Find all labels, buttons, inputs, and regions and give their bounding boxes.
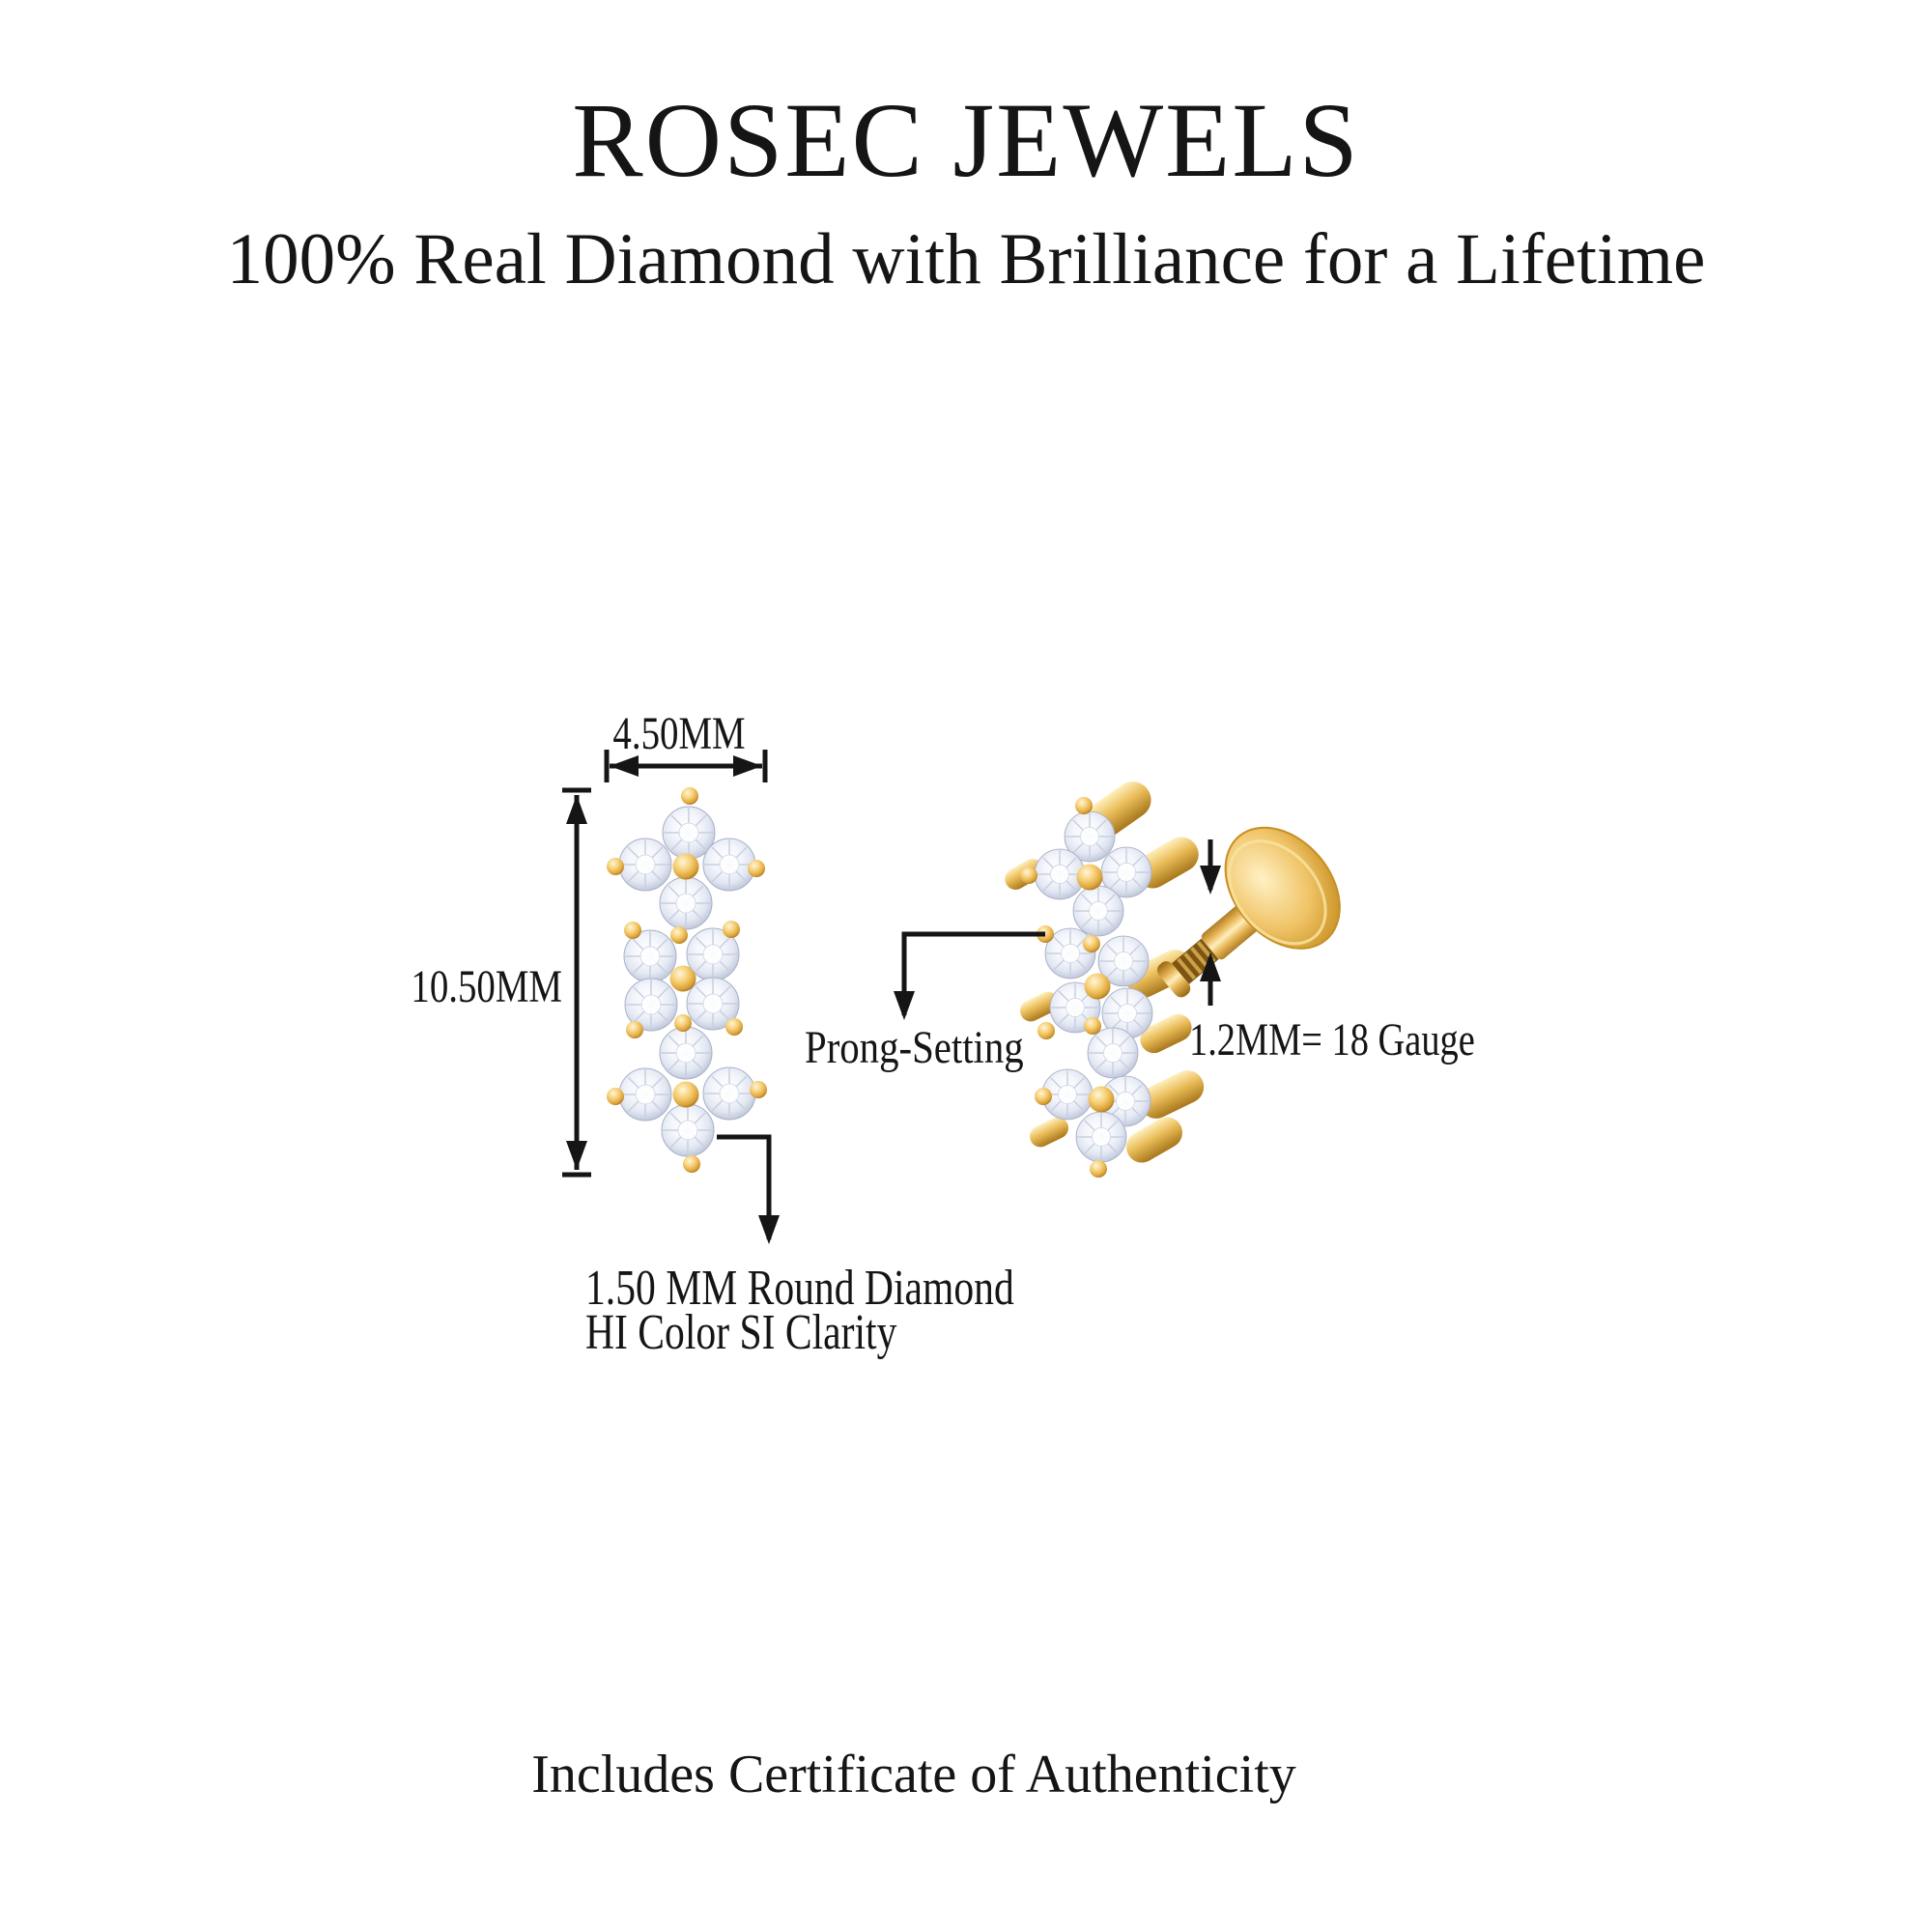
height-dimension-label: 10.50MM xyxy=(411,961,562,1012)
stone-note-line2: HI Color SI Clarity xyxy=(585,1305,897,1360)
earring-front-view xyxy=(607,787,767,1173)
stone-specification-note xyxy=(585,1261,1014,1360)
height-dimension-line xyxy=(562,790,591,1175)
stone-callout-line xyxy=(717,1137,769,1239)
tagline: 100% Real Diamond with Brilliance for a Lifetime xyxy=(226,219,1706,299)
gauge-label: 1.2MM= 18 Gauge xyxy=(1189,1014,1475,1065)
labret-post xyxy=(1123,806,1363,1037)
stone-note-line1: 1.50 MM Round Diamond xyxy=(585,1261,1014,1316)
certificate-note: Includes Certificate of Authenticity xyxy=(531,1745,1296,1804)
earring-side-view xyxy=(1001,775,1363,1178)
width-dimension-label: 4.50MM xyxy=(612,708,746,759)
brand-title: ROSEC JEWELS xyxy=(572,81,1360,199)
prong-setting-label: Prong-Setting xyxy=(805,1022,1024,1073)
